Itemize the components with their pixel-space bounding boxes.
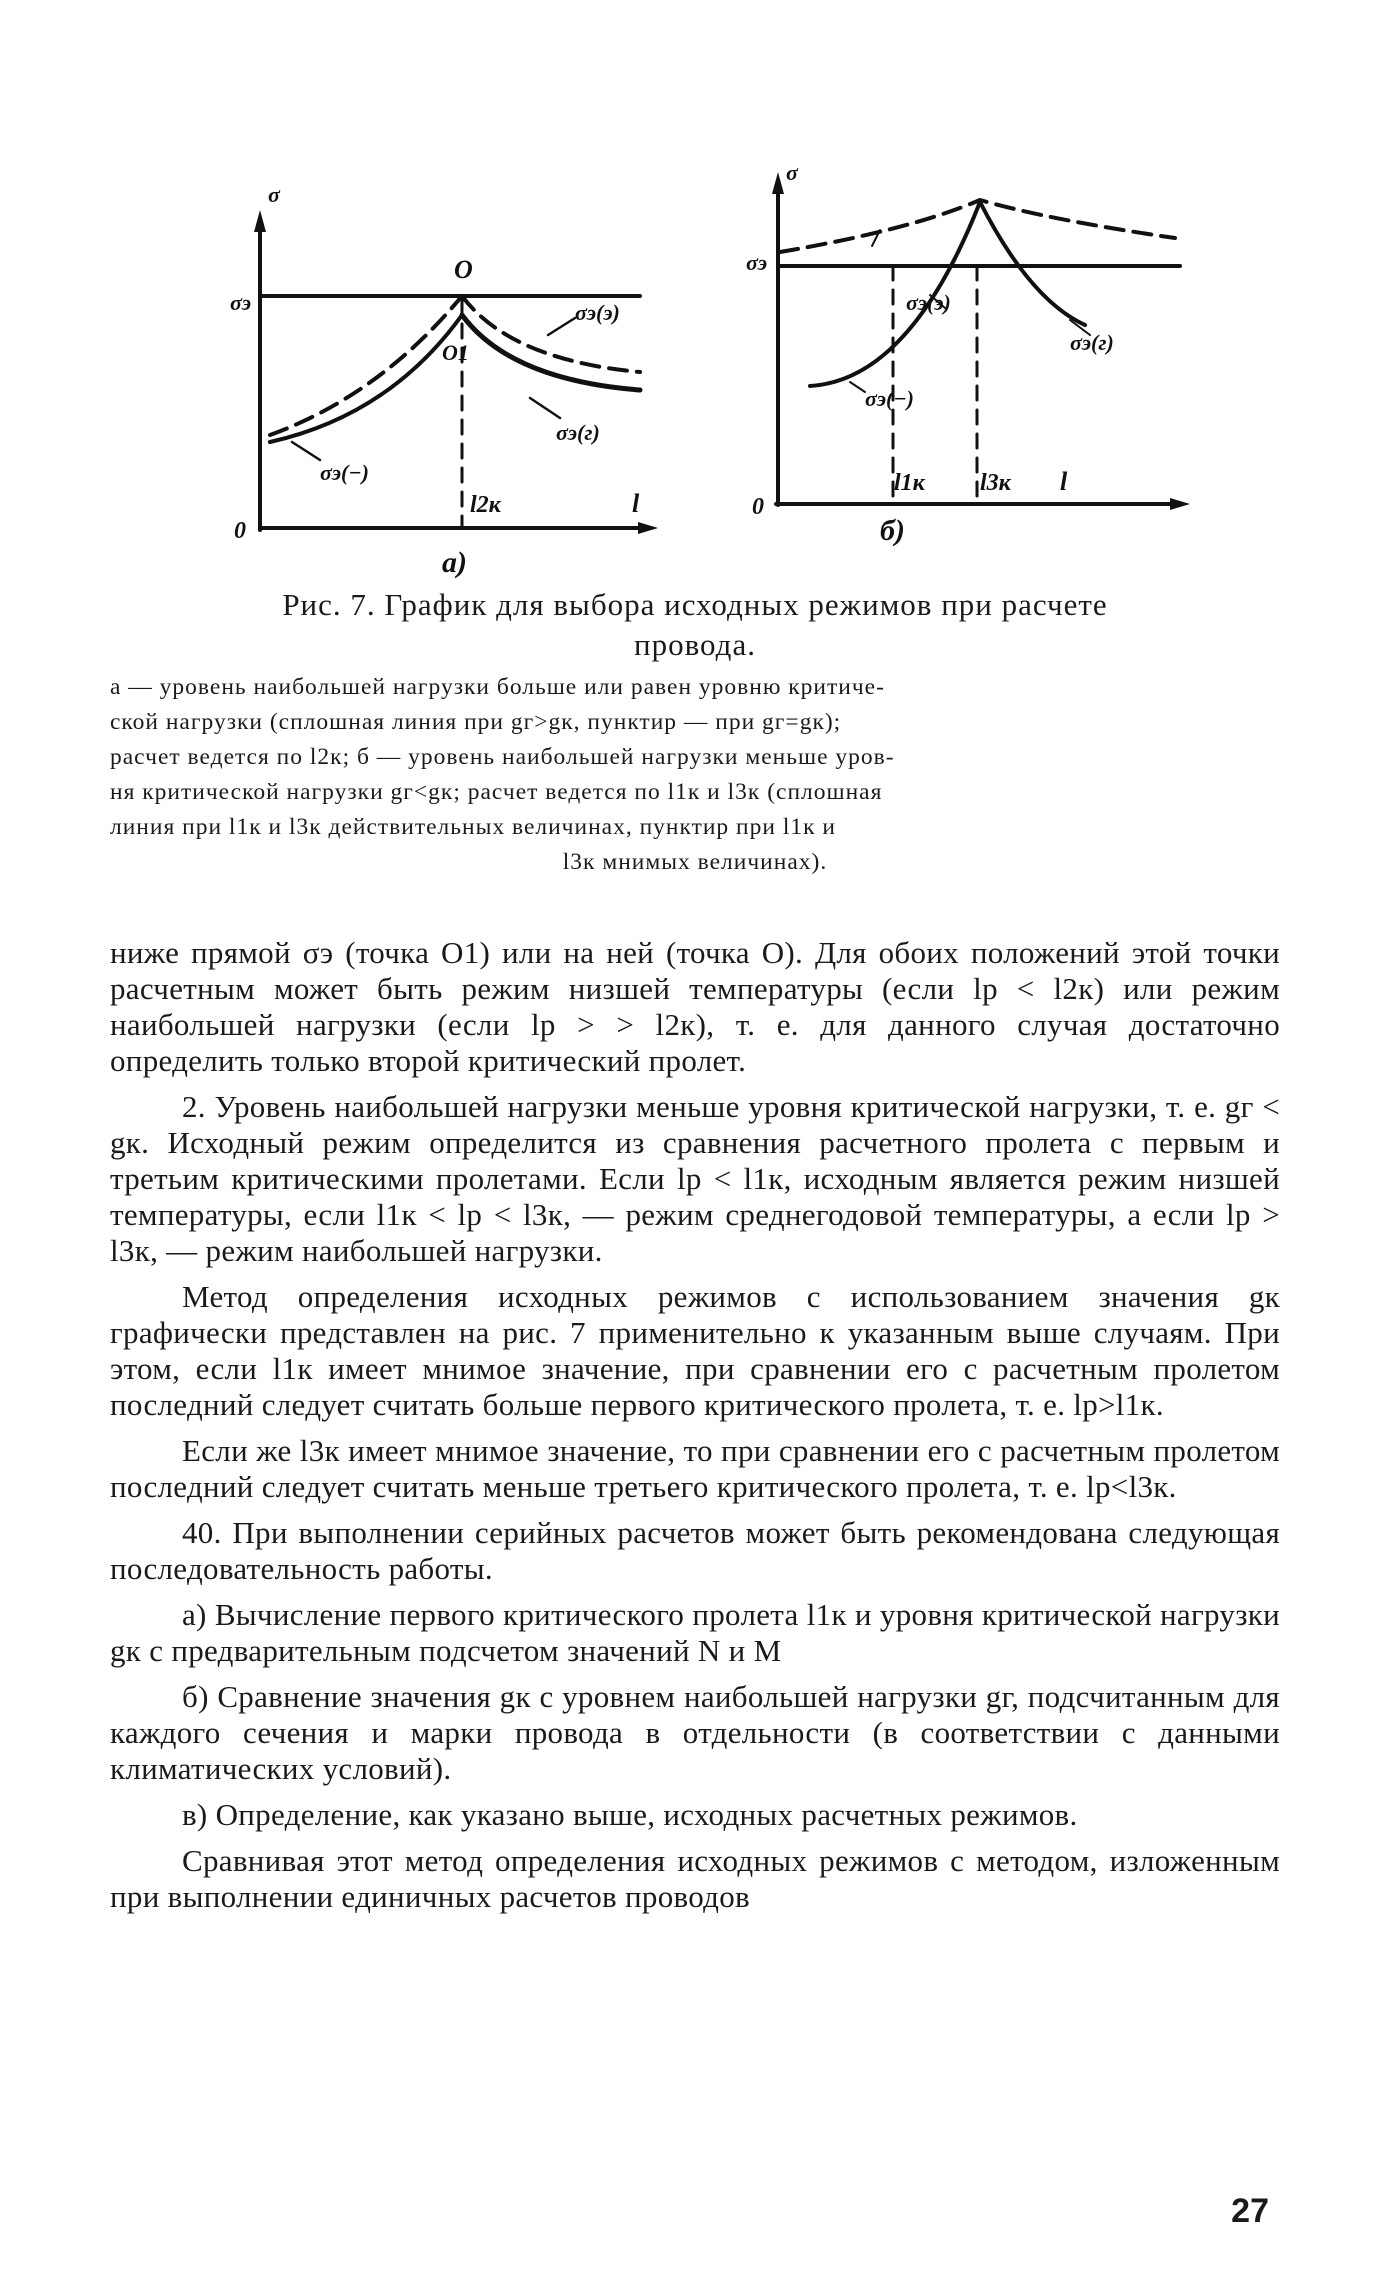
- panel-b-l3k-label: l3к: [980, 470, 1011, 496]
- panel-a-axis-x-label: l: [632, 489, 640, 518]
- paragraph: Сравнивая этот метод определения исходных режимов с методом, изложенным при выполнении единичных расчетов проводов: [110, 1843, 1280, 1914]
- paragraph: Если же l3к имеет мнимое значение, то при сравнении его с расчетным пролетом последний следует считать меньше третьего критического пролета, т. е. lр<l3к.: [110, 1433, 1280, 1504]
- panel-a-curve-lower-right: σэ(г): [556, 420, 600, 445]
- paragraph: Метод определения исходных режимов с использованием значения gк графически представлен на рис. 7 применительно к указанным выше случаям. При этом, если l1к имеет мнимое значение, при сравнении его с расчетным пролетом последний следует считать больше первого критического пролета, т. е. lр>l1к.: [110, 1279, 1280, 1422]
- panel-b-panel-label: б): [880, 514, 905, 547]
- panel-a-l2k-label: l2к: [470, 492, 501, 518]
- caption-note-last-line: l3к мнимых величинах).: [562, 849, 828, 875]
- figure-7: [200, 160, 1200, 600]
- panel-a-panel-label: а): [442, 546, 467, 579]
- paragraph: а) Вычисление первого критического пролета l1к и уровня критической нагрузки gк с предварительным подсчетом значений N и M: [110, 1597, 1280, 1668]
- panel-a-curve-left: σэ(−): [320, 460, 369, 485]
- caption-note-line: линия при l1к и l3к действительных величинах, пунктир при l1к и: [110, 814, 836, 840]
- figure-caption-title: [110, 585, 1280, 665]
- figure-panel-a: [230, 160, 690, 590]
- paragraph: в) Определение, как указано выше, исходных расчетных режимов.: [182, 1797, 1078, 1832]
- caption-title-line-2: провода.: [634, 627, 756, 662]
- panel-b-l1k-label: l1к: [894, 470, 925, 496]
- figure-caption-note: [110, 670, 1280, 880]
- caption-note-line: расчет ведется по l2к; б — уровень наибольшей нагрузки меньше уров-: [110, 744, 895, 770]
- paragraph: ниже прямой σэ (точка O1) или на ней (точка O). Для обоих положений этой точки расчетным может быть режим низшей температуры (если lр < l2к) или режим наибольшей нагрузки (если lр > > l2к), т. е. для данного случая достаточно определить только второй критический пролет.: [110, 935, 1280, 1078]
- panel-a-curve-upper-right: σэ(э): [575, 300, 620, 325]
- paragraph: 40. При выполнении серийных расчетов может быть рекомендована следующая последовательность работы.: [110, 1515, 1280, 1586]
- panel-a-point-O: O: [454, 255, 473, 284]
- panel-b-axis-x-label: l: [1060, 467, 1068, 496]
- panel-b-curve-right: σэ(г): [1070, 330, 1114, 355]
- panel-b-sigma-label: σэ: [746, 250, 767, 275]
- panel-a-origin-label: 0: [234, 518, 246, 544]
- panel-b-curve-left: σэ(−): [865, 386, 914, 411]
- panel-a-solid-right: [462, 315, 640, 390]
- paragraph: 2. Уровень наибольшей нагрузки меньше уровня критической нагрузки, т. е. gг < gк. Исходный режим определится из сравнения расчетного пролета с первым и третьим критическими пролетами. Если lр < l1к, исходным является режим низшей температуры, если l1к < lр < l3к, — режим среднегодовой температуры, а если lр > l3к, — режим наибольшей нагрузки.: [110, 1089, 1280, 1268]
- page-number: 27: [1231, 2192, 1269, 2230]
- panel-a-axis-y-label: σ: [268, 182, 280, 207]
- body-text: [110, 935, 1280, 1925]
- panel-a-sigma-label: σэ: [230, 290, 251, 315]
- caption-note-line: а — уровень наибольшей нагрузки больше или равен уровню критиче-: [110, 674, 885, 700]
- figure-panel-b: [730, 160, 1250, 590]
- caption-title-line-1: Рис. 7. График для выбора исходных режимов при расчете: [282, 587, 1108, 622]
- panel-a-point-O1: O1: [442, 340, 469, 365]
- caption-note-line: ской нагрузки (сплошная линия при gг>gк, пунктир — при gг=gк);: [110, 709, 842, 735]
- paragraph: б) Сравнение значения gк с уровнем наибольшей нагрузки gг, подсчитанным для каждого сечения и марки провода в отдельности (в соответствии с данными климатических условий).: [110, 1679, 1280, 1786]
- panel-a-dashed-left: [270, 296, 462, 435]
- panel-b-origin-label: 0: [752, 494, 764, 520]
- panel-b-axis-y-label: σ: [786, 160, 798, 185]
- panel-b-curve-mid: σэ(э): [906, 290, 951, 315]
- caption-note-line: ня критической нагрузки gг<gк; расчет ведется по l1к и l3к (сплошная: [110, 779, 883, 805]
